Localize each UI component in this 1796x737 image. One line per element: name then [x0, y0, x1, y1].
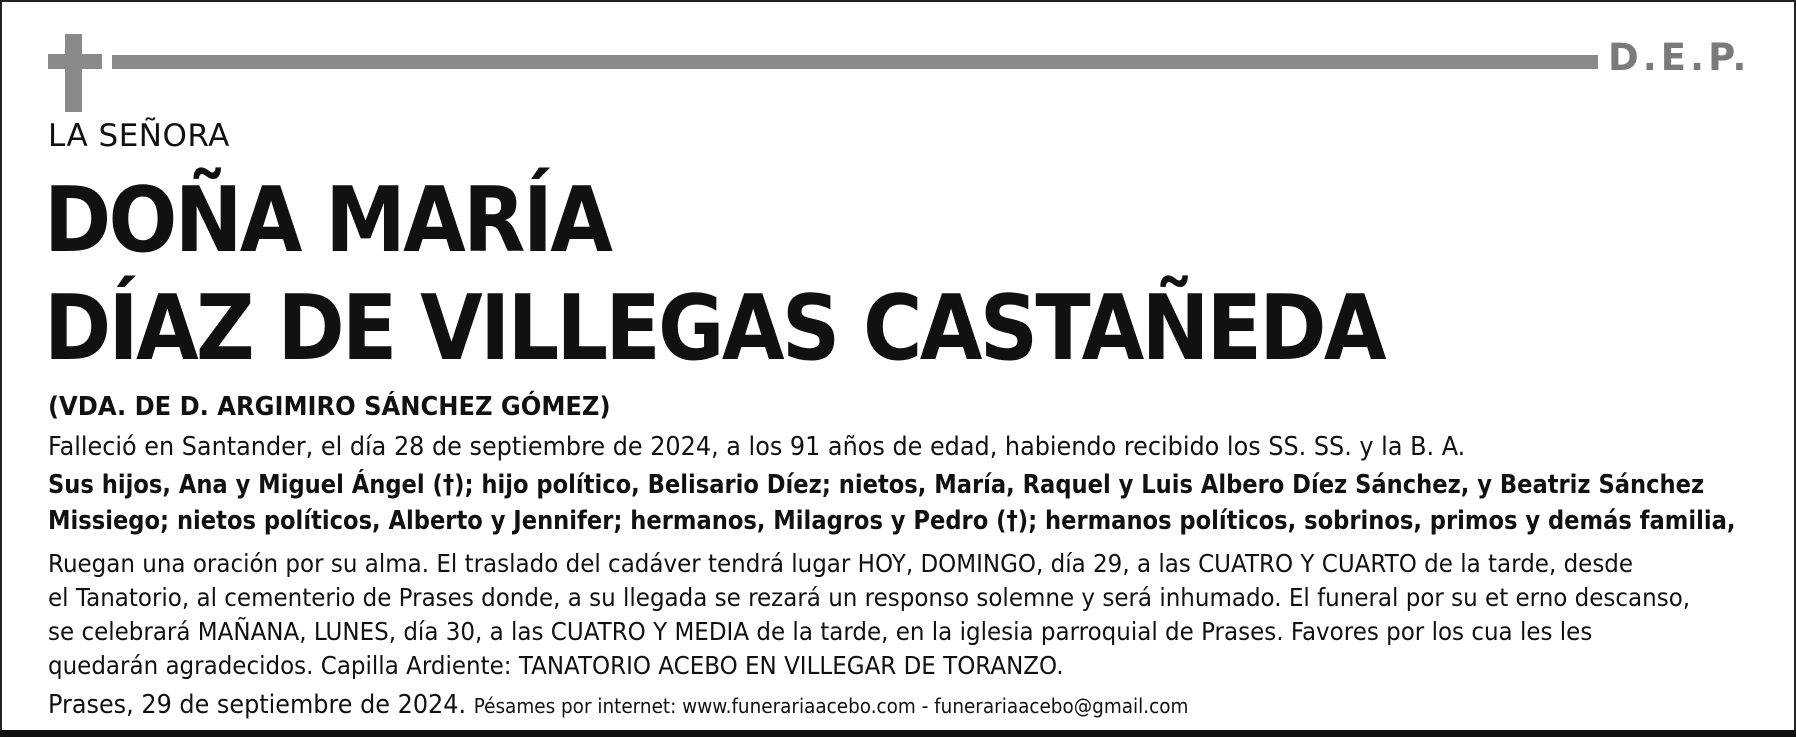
- request-line: quedarán agradecidos. Capilla Ardiente: TANATORIO ACEBO EN VILLEGAR DE TORANZO.: [48, 651, 1064, 680]
- request-line: se celebrará MAÑANA, LUNES, día 30, a las CUATRO Y MEDIA de la tarde, en la iglesia parroquial de Prases. Favores por los cua les les: [48, 617, 1593, 646]
- widow-line: (VDA. DE D. ARGIMIRO SÁNCHEZ GÓMEZ): [48, 392, 611, 422]
- footer: [48, 690, 1188, 720]
- bottom-rule: [0, 730, 1796, 737]
- deceased-name-line-1: DOÑA MARÍA: [44, 168, 611, 273]
- death-line: Falleció en Santander, el día 28 de septiembre de 2024, a los 91 años de edad, habiendo recibido los SS. SS. y la B. A.: [48, 432, 1466, 462]
- deceased-name-line-2: DÍAZ DE VILLEGAS CASTAÑEDA: [44, 276, 1384, 381]
- honorific: LA SEÑORA: [48, 118, 230, 154]
- family-line: Sus hijos, Ana y Miguel Ángel (†); hijo político, Belisario Díez; nietos, María, Raquel y Luis Albero Díez Sánchez, y Beatriz Sánchez: [48, 470, 1705, 500]
- request-line: Ruegan una oración por su alma. El traslado del cadáver tendrá lugar HOY, DOMINGO, día 29, a las CUATRO Y CUARTO de la tarde, desde: [48, 549, 1634, 578]
- contact-info: Pésames por internet: www.funerariaacebo.com - funerariaacebo@gmail.com: [473, 694, 1189, 718]
- header-rule: [112, 55, 1598, 69]
- cross-icon: [48, 34, 102, 112]
- dep-label: D.E.P.: [1608, 36, 1751, 79]
- place-date: Prases, 29 de septiembre de 2024.: [48, 690, 467, 720]
- request-line: el Tanatorio, al cementerio de Prases donde, a su llegada se rezará un responso solemne y será inhumado. El funeral por su et erno descanso,: [48, 583, 1691, 612]
- family-line: Missiego; nietos políticos, Alberto y Jennifer; hermanos, Milagros y Pedro (†); hermanos políticos, sobrinos, primos y demás familia,: [48, 506, 1736, 536]
